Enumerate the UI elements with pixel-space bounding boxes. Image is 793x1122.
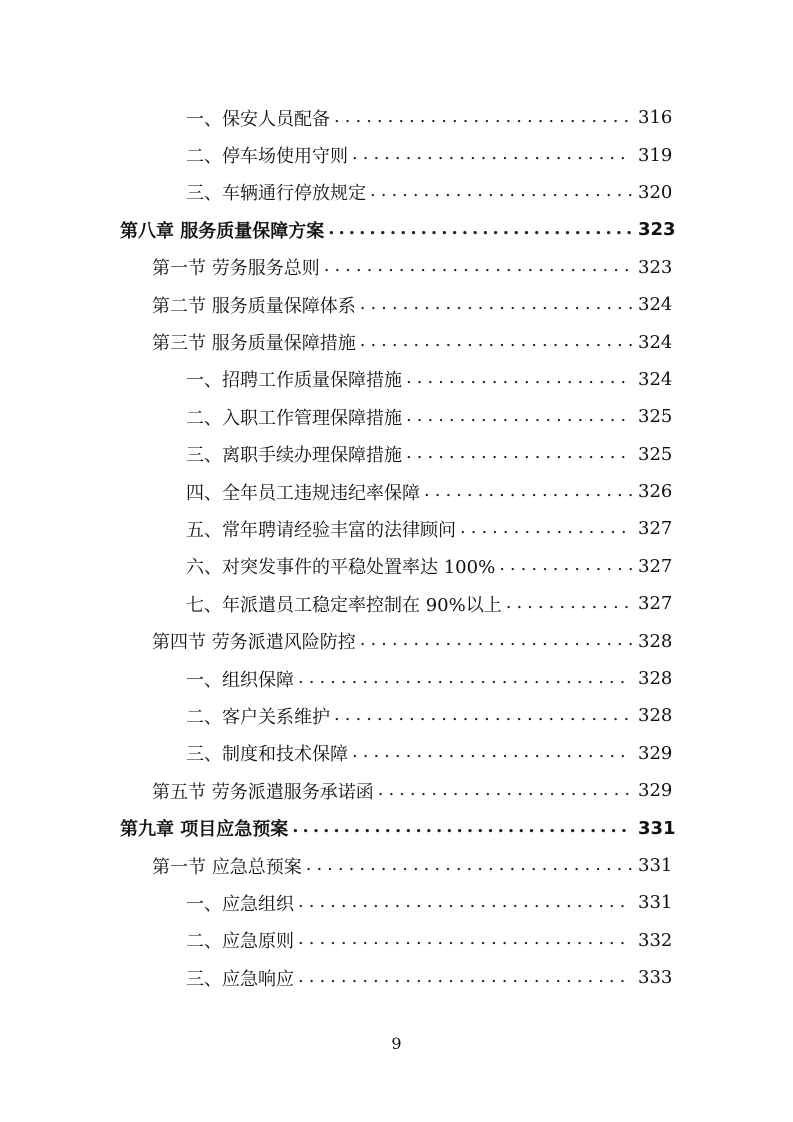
toc-entry-title: 七、年派遣员工稳定率控制在 90%以上 <box>186 591 506 617</box>
toc-entry-item[interactable] <box>0 959 793 996</box>
toc-entry-page-number: 326 <box>638 481 673 503</box>
dot-leader <box>406 407 632 427</box>
toc-entry-page-number: 316 <box>638 107 673 129</box>
toc-entry-item[interactable] <box>0 697 793 734</box>
toc-entry-title: 第二节 服务质量保障体系 <box>152 292 360 318</box>
dot-leader <box>334 706 632 726</box>
toc-entry-page-number: 329 <box>638 742 673 764</box>
toc-entry-page-number: 324 <box>638 368 673 390</box>
toc-entry-section[interactable] <box>0 249 793 286</box>
toc-entry-section[interactable] <box>0 847 793 884</box>
toc-entry-title: 五、常年聘请经验丰富的法律顾问 <box>186 516 460 542</box>
toc-entry-section[interactable] <box>0 286 793 323</box>
toc-entry-page-number: 325 <box>638 443 673 465</box>
toc-entry-page-number: 324 <box>638 331 673 353</box>
toc-entry-page-number: 329 <box>638 780 673 802</box>
toc-entry-page-number: 327 <box>638 555 673 577</box>
dot-leader <box>360 631 632 651</box>
toc-entry-page-number: 323 <box>638 219 676 241</box>
toc-entry-item[interactable] <box>0 473 793 510</box>
dot-leader <box>424 482 632 502</box>
toc-entry-title: 第四节 劳务派遣风险防控 <box>152 628 360 654</box>
toc-entry-page-number: 328 <box>638 630 673 652</box>
dot-leader <box>352 743 632 763</box>
toc-entry-title: 一、招聘工作质量保障措施 <box>186 366 406 392</box>
dot-leader <box>328 220 632 240</box>
toc-entry-item[interactable] <box>0 99 793 136</box>
dot-leader <box>352 145 632 165</box>
toc-entry-page-number: 327 <box>638 593 673 615</box>
toc-entry-item[interactable] <box>0 361 793 398</box>
toc-entry-item[interactable] <box>0 510 793 547</box>
toc-entry-title: 三、离职手续办理保障措施 <box>186 441 406 467</box>
toc-entry-page-number: 331 <box>638 855 673 876</box>
toc-entry-title: 三、应急响应 <box>186 965 298 991</box>
dot-leader <box>298 968 632 988</box>
dot-leader <box>324 257 632 277</box>
toc-entry-item[interactable] <box>0 922 793 959</box>
toc-entry-page-number: 323 <box>638 256 673 278</box>
toc-entry-page-number: 324 <box>638 294 673 316</box>
toc-entry-section[interactable] <box>0 772 793 809</box>
toc-entry-title: 二、应急原则 <box>186 927 298 953</box>
toc-entry-title: 第一节 应急总预案 <box>152 853 306 879</box>
dot-leader <box>298 930 632 950</box>
toc-entry-title: 第三节 服务质量保障措施 <box>152 329 360 355</box>
toc-entry-item[interactable] <box>0 884 793 921</box>
toc-entry-page-number: 331 <box>638 892 673 914</box>
toc-entry-chapter[interactable] <box>0 809 793 846</box>
toc-entry-section[interactable] <box>0 323 793 360</box>
toc-entry-item[interactable] <box>0 548 793 585</box>
dot-leader <box>506 594 632 614</box>
toc-entry-title: 第九章 项目应急预案 <box>120 815 292 841</box>
toc-entry-title: 一、应急组织 <box>186 890 298 916</box>
toc-entry-page-number: 320 <box>638 181 673 203</box>
toc-entry-item[interactable] <box>0 174 793 211</box>
toc-entry-title: 第八章 服务质量保障方案 <box>120 217 328 243</box>
toc-entry-title: 四、全年员工违规违纪率保障 <box>186 479 424 505</box>
toc-entry-chapter[interactable] <box>0 211 793 248</box>
dot-leader <box>406 444 632 464</box>
dot-leader <box>298 893 632 913</box>
toc-entry-item[interactable] <box>0 585 793 622</box>
toc-entry-page-number: 331 <box>638 817 676 839</box>
toc-entry-item[interactable] <box>0 735 793 772</box>
toc-entry-title: 二、客户关系维护 <box>186 703 334 729</box>
toc-entry-title: 六、对突发事件的平稳处置率达 100% <box>186 553 499 579</box>
dot-leader <box>306 856 632 876</box>
toc-entry-title: 第五节 劳务派遣服务承诺函 <box>152 778 378 804</box>
toc-entry-title: 三、制度和技术保障 <box>186 740 352 766</box>
toc-entry-section[interactable] <box>0 622 793 659</box>
dot-leader <box>406 369 632 389</box>
dot-leader <box>360 295 632 315</box>
toc-entry-title: 二、入职工作管理保障措施 <box>186 404 406 430</box>
toc-entry-title: 一、保安人员配备 <box>186 105 334 131</box>
table-of-contents <box>0 99 793 996</box>
dot-leader <box>378 781 632 801</box>
toc-entry-page-number: 333 <box>638 967 673 989</box>
dot-leader <box>298 669 632 689</box>
toc-entry-page-number: 319 <box>638 144 673 166</box>
dot-leader <box>499 556 632 576</box>
dot-leader <box>292 818 632 838</box>
toc-entry-item[interactable] <box>0 398 793 435</box>
toc-entry-item[interactable] <box>0 136 793 173</box>
toc-entry-page-number: 328 <box>638 705 673 727</box>
toc-entry-page-number: 325 <box>638 406 673 428</box>
page-number: 9 <box>391 1034 402 1053</box>
toc-entry-page-number: 328 <box>638 668 673 690</box>
toc-entry-title: 二、停车场使用守则 <box>186 142 352 168</box>
toc-entry-item[interactable] <box>0 436 793 473</box>
dot-leader <box>460 519 632 539</box>
toc-entry-title: 一、组织保障 <box>186 666 298 692</box>
dot-leader <box>334 108 632 128</box>
dot-leader <box>360 332 632 352</box>
toc-entry-page-number: 327 <box>638 518 673 540</box>
toc-entry-page-number: 332 <box>638 929 673 951</box>
toc-entry-item[interactable] <box>0 660 793 697</box>
toc-entry-title: 第一节 劳务服务总则 <box>152 254 324 280</box>
toc-entry-title: 三、车辆通行停放规定 <box>186 179 370 205</box>
dot-leader <box>370 182 632 202</box>
